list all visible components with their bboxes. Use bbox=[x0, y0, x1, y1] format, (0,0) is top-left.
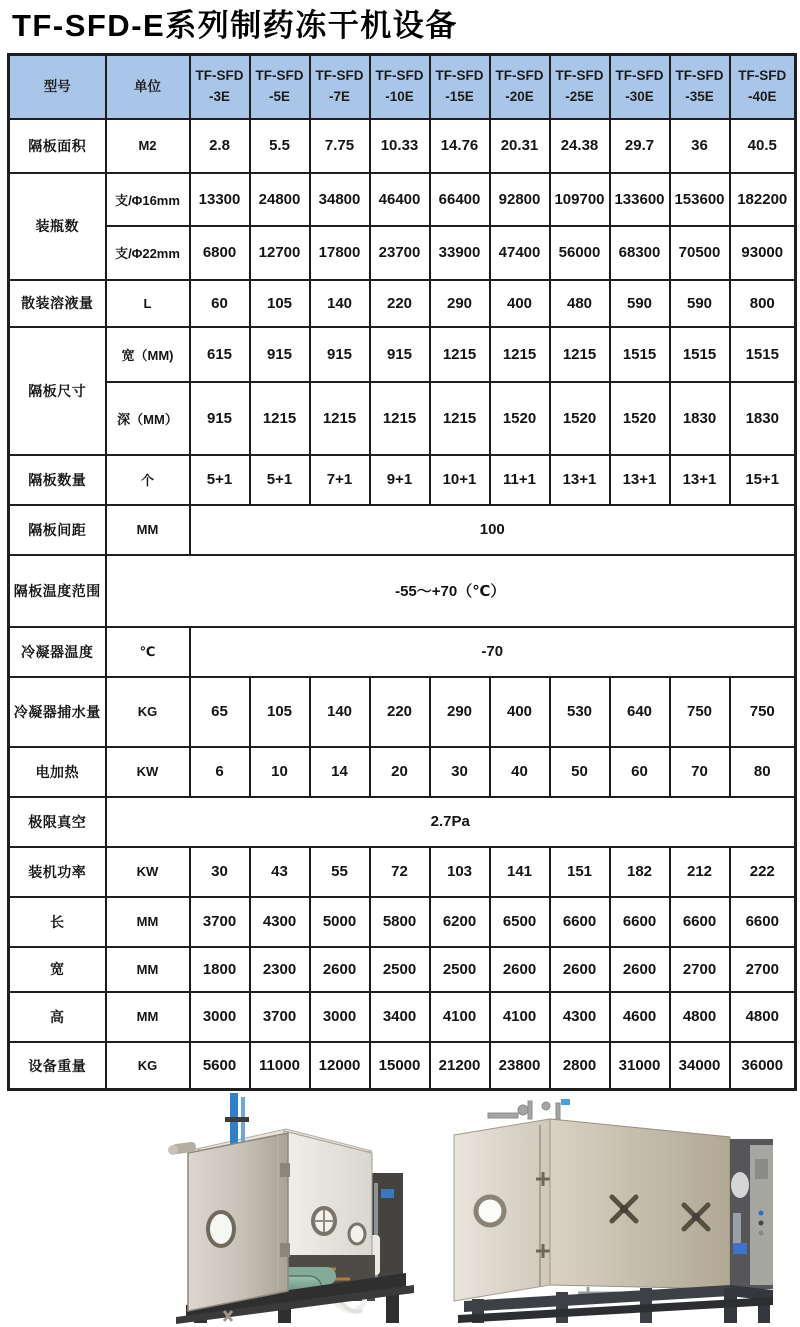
model-suffix: -10E bbox=[385, 89, 414, 105]
header-row bbox=[9, 55, 796, 119]
cell: 13+1 bbox=[670, 455, 730, 505]
cell: 70500 bbox=[670, 226, 730, 280]
model-name: TF-SFD bbox=[375, 68, 424, 84]
table-row bbox=[9, 847, 796, 897]
merged-cell: -55～+70（℃） bbox=[106, 555, 796, 627]
cell: 6600 bbox=[550, 897, 610, 947]
cell: 220 bbox=[370, 677, 430, 747]
unit-cell: 支/Φ16mm bbox=[106, 173, 190, 226]
unit-cell: L bbox=[106, 280, 190, 327]
cell: 4100 bbox=[490, 992, 550, 1042]
cell: 153600 bbox=[670, 173, 730, 226]
cell: 1515 bbox=[730, 327, 796, 382]
model-suffix: -5E bbox=[268, 89, 290, 105]
cell: 140 bbox=[310, 280, 370, 327]
spec-table bbox=[7, 53, 797, 1091]
cell: 2300 bbox=[250, 947, 310, 992]
unit-cell: 个 bbox=[106, 455, 190, 505]
row-label: 装机功率 bbox=[9, 847, 106, 897]
cell: 5+1 bbox=[190, 455, 250, 505]
model-name: TF-SFD bbox=[675, 68, 724, 84]
unit-cell: 支/Φ22mm bbox=[106, 226, 190, 280]
model-name: TF-SFD bbox=[195, 68, 244, 84]
cell: 34000 bbox=[670, 1042, 730, 1090]
model-name: TF-SFD bbox=[738, 68, 787, 84]
cell: 915 bbox=[250, 327, 310, 382]
table-row bbox=[9, 677, 796, 747]
cell: 109700 bbox=[550, 173, 610, 226]
unit-cell: 深（MM） bbox=[106, 382, 190, 455]
cell: 915 bbox=[310, 327, 370, 382]
cell: 24800 bbox=[250, 173, 310, 226]
row-label: 隔板尺寸 bbox=[9, 327, 106, 455]
table-row bbox=[9, 173, 796, 226]
cell: 590 bbox=[670, 280, 730, 327]
cell: 10 bbox=[250, 747, 310, 797]
cell: 15+1 bbox=[730, 455, 796, 505]
cell: 400 bbox=[490, 677, 550, 747]
cell: 480 bbox=[550, 280, 610, 327]
cell: 6200 bbox=[430, 897, 490, 947]
cell: 2600 bbox=[490, 947, 550, 992]
unit-cell: MM bbox=[106, 947, 190, 992]
table-row bbox=[9, 1042, 796, 1090]
cell: 2600 bbox=[550, 947, 610, 992]
row-label: 隔板间距 bbox=[9, 505, 106, 555]
cell: 5800 bbox=[370, 897, 430, 947]
cell: 290 bbox=[430, 677, 490, 747]
row-label: 设备重量 bbox=[9, 1042, 106, 1090]
cell: 7+1 bbox=[310, 455, 370, 505]
unit-cell: MM bbox=[106, 505, 190, 555]
cell: 915 bbox=[370, 327, 430, 382]
cell: 2500 bbox=[430, 947, 490, 992]
cell: 4800 bbox=[730, 992, 796, 1042]
table-row bbox=[9, 505, 796, 555]
table-row bbox=[9, 119, 796, 173]
page-title: TF-SFD-E系列制药冻干机设备 bbox=[12, 8, 458, 43]
cell: 3000 bbox=[310, 992, 370, 1042]
cell: 6600 bbox=[670, 897, 730, 947]
model-suffix: -15E bbox=[445, 89, 474, 105]
cell: 1520 bbox=[610, 382, 670, 455]
model-suffix: -30E bbox=[625, 89, 654, 105]
model-name: TF-SFD bbox=[435, 68, 484, 84]
cell: 590 bbox=[610, 280, 670, 327]
cell: 105 bbox=[250, 677, 310, 747]
cell: 72 bbox=[370, 847, 430, 897]
cell: 60 bbox=[190, 280, 250, 327]
cell: 103 bbox=[430, 847, 490, 897]
cell: 6800 bbox=[190, 226, 250, 280]
cell: 2700 bbox=[670, 947, 730, 992]
model-name: TF-SFD bbox=[255, 68, 304, 84]
cell: 750 bbox=[670, 677, 730, 747]
cell: 141 bbox=[490, 847, 550, 897]
cell: 4600 bbox=[610, 992, 670, 1042]
cell: 5+1 bbox=[250, 455, 310, 505]
unit-cell: 宽（MM) bbox=[106, 327, 190, 382]
row-label: 装瓶数 bbox=[9, 173, 106, 280]
cell: 23700 bbox=[370, 226, 430, 280]
freeze-dryer-photo-right bbox=[428, 1093, 773, 1325]
unit-cell: KG bbox=[106, 677, 190, 747]
cell: 9+1 bbox=[370, 455, 430, 505]
cell: 7.75 bbox=[310, 119, 370, 173]
cell: 640 bbox=[610, 677, 670, 747]
cell: 6 bbox=[190, 747, 250, 797]
cell: 140 bbox=[310, 677, 370, 747]
model-suffix: -3E bbox=[208, 89, 230, 105]
cell: 2500 bbox=[370, 947, 430, 992]
cell: 2600 bbox=[610, 947, 670, 992]
cell: 3700 bbox=[190, 897, 250, 947]
model-suffix: -40E bbox=[747, 89, 777, 105]
model-suffix: -20E bbox=[505, 89, 534, 105]
cell: 55 bbox=[310, 847, 370, 897]
cell: 12000 bbox=[310, 1042, 370, 1090]
cell: 5000 bbox=[310, 897, 370, 947]
table-row bbox=[9, 992, 796, 1042]
table-row bbox=[9, 280, 796, 327]
cell: 530 bbox=[550, 677, 610, 747]
col-header bbox=[490, 55, 550, 119]
col-header bbox=[610, 55, 670, 119]
cell: 80 bbox=[730, 747, 796, 797]
cell: 4800 bbox=[670, 992, 730, 1042]
cell: 915 bbox=[190, 382, 250, 455]
cell: 750 bbox=[730, 677, 796, 747]
col-header-unit: 单位 bbox=[106, 55, 190, 119]
cell: 20 bbox=[370, 747, 430, 797]
cell: 182200 bbox=[730, 173, 796, 226]
cell: 4100 bbox=[430, 992, 490, 1042]
freeze-dryer-photo-left bbox=[118, 1093, 423, 1325]
cell: 30 bbox=[430, 747, 490, 797]
cell: 1830 bbox=[730, 382, 796, 455]
row-label: 高 bbox=[9, 992, 106, 1042]
cell: 11+1 bbox=[490, 455, 550, 505]
cell: 31000 bbox=[610, 1042, 670, 1090]
cell: 6500 bbox=[490, 897, 550, 947]
page bbox=[0, 4, 800, 1326]
row-label: 电加热 bbox=[9, 747, 106, 797]
cell: 21200 bbox=[430, 1042, 490, 1090]
table-row bbox=[9, 797, 796, 847]
cell: 12700 bbox=[250, 226, 310, 280]
merged-cell: 2.7Pa bbox=[106, 797, 796, 847]
cell: 60 bbox=[610, 747, 670, 797]
cell: 1520 bbox=[490, 382, 550, 455]
unit-cell: KW bbox=[106, 747, 190, 797]
cell: 6600 bbox=[730, 897, 796, 947]
cell: 6600 bbox=[610, 897, 670, 947]
cell: 1830 bbox=[670, 382, 730, 455]
model-name: TF-SFD bbox=[315, 68, 364, 84]
cell: 65 bbox=[190, 677, 250, 747]
model-suffix: -7E bbox=[328, 89, 350, 105]
cell: 212 bbox=[670, 847, 730, 897]
model-name: TF-SFD bbox=[615, 68, 664, 84]
table-row bbox=[9, 327, 796, 382]
cell: 36 bbox=[670, 119, 730, 173]
cell: 50 bbox=[550, 747, 610, 797]
table-row bbox=[9, 747, 796, 797]
cell: 1215 bbox=[550, 327, 610, 382]
cell: 36000 bbox=[730, 1042, 796, 1090]
row-label: 宽 bbox=[9, 947, 106, 992]
col-header-model: 型号 bbox=[9, 55, 106, 119]
cell: 13+1 bbox=[550, 455, 610, 505]
col-header bbox=[370, 55, 430, 119]
cell: 4300 bbox=[550, 992, 610, 1042]
cell: 13300 bbox=[190, 173, 250, 226]
col-header bbox=[190, 55, 250, 119]
row-label: 冷凝器捕水量 bbox=[9, 677, 106, 747]
cell: 46400 bbox=[370, 173, 430, 226]
cell: 105 bbox=[250, 280, 310, 327]
cell: 1215 bbox=[250, 382, 310, 455]
table-row bbox=[9, 897, 796, 947]
cell: 151 bbox=[550, 847, 610, 897]
cell: 40.5 bbox=[730, 119, 796, 173]
row-label: 隔板数量 bbox=[9, 455, 106, 505]
cell: 17800 bbox=[310, 226, 370, 280]
model-name: TF-SFD bbox=[555, 68, 604, 84]
cell: 68300 bbox=[610, 226, 670, 280]
merged-cell: -70 bbox=[190, 627, 796, 677]
cell: 40 bbox=[490, 747, 550, 797]
col-header bbox=[550, 55, 610, 119]
cell: 3700 bbox=[250, 992, 310, 1042]
cell: 1215 bbox=[370, 382, 430, 455]
row-label: 隔板温度范围 bbox=[9, 555, 106, 627]
cell: 2600 bbox=[310, 947, 370, 992]
cell: 1520 bbox=[550, 382, 610, 455]
cell: 34800 bbox=[310, 173, 370, 226]
cell: 1215 bbox=[430, 327, 490, 382]
cell: 29.7 bbox=[610, 119, 670, 173]
cell: 11000 bbox=[250, 1042, 310, 1090]
cell: 24.38 bbox=[550, 119, 610, 173]
unit-cell: KG bbox=[106, 1042, 190, 1090]
cell: 66400 bbox=[430, 173, 490, 226]
cell: 1215 bbox=[490, 327, 550, 382]
cell: 1215 bbox=[310, 382, 370, 455]
cell: 2.8 bbox=[190, 119, 250, 173]
cell: 10.33 bbox=[370, 119, 430, 173]
cell: 43 bbox=[250, 847, 310, 897]
table-row bbox=[9, 947, 796, 992]
table-row bbox=[9, 627, 796, 677]
unit-cell: MM bbox=[106, 897, 190, 947]
cell: 2700 bbox=[730, 947, 796, 992]
col-header bbox=[670, 55, 730, 119]
cell: 47400 bbox=[490, 226, 550, 280]
row-label: 长 bbox=[9, 897, 106, 947]
model-suffix: -25E bbox=[565, 89, 594, 105]
cell: 1515 bbox=[610, 327, 670, 382]
cell: 33900 bbox=[430, 226, 490, 280]
unit-cell: MM bbox=[106, 992, 190, 1042]
cell: 400 bbox=[490, 280, 550, 327]
table-row bbox=[9, 382, 796, 455]
col-header bbox=[250, 55, 310, 119]
row-label: 隔板面积 bbox=[9, 119, 106, 173]
cell: 1800 bbox=[190, 947, 250, 992]
cell: 222 bbox=[730, 847, 796, 897]
merged-cell: 100 bbox=[190, 505, 796, 555]
col-header bbox=[730, 55, 796, 119]
table-row bbox=[9, 226, 796, 280]
cell: 3400 bbox=[370, 992, 430, 1042]
cell: 290 bbox=[430, 280, 490, 327]
cell: 20.31 bbox=[490, 119, 550, 173]
model-name: TF-SFD bbox=[495, 68, 544, 84]
row-label: 冷凝器温度 bbox=[9, 627, 106, 677]
cell: 220 bbox=[370, 280, 430, 327]
cell: 5600 bbox=[190, 1042, 250, 1090]
cell: 3000 bbox=[190, 992, 250, 1042]
cell: 92800 bbox=[490, 173, 550, 226]
cell: 1515 bbox=[670, 327, 730, 382]
cell: 5.5 bbox=[250, 119, 310, 173]
unit-cell: ℃ bbox=[106, 627, 190, 677]
cell: 23800 bbox=[490, 1042, 550, 1090]
row-label: 散装溶液量 bbox=[9, 280, 106, 327]
cell: 182 bbox=[610, 847, 670, 897]
cell: 30 bbox=[190, 847, 250, 897]
cell: 2800 bbox=[550, 1042, 610, 1090]
cell: 14.76 bbox=[430, 119, 490, 173]
model-suffix: -35E bbox=[685, 89, 714, 105]
cell: 15000 bbox=[370, 1042, 430, 1090]
cell: 4300 bbox=[250, 897, 310, 947]
cell: 133600 bbox=[610, 173, 670, 226]
cell: 10+1 bbox=[430, 455, 490, 505]
cell: 93000 bbox=[730, 226, 796, 280]
table-row bbox=[9, 555, 796, 627]
cell: 13+1 bbox=[610, 455, 670, 505]
table-row bbox=[9, 455, 796, 505]
cell: 800 bbox=[730, 280, 796, 327]
product-photos bbox=[0, 1093, 800, 1327]
cell: 1215 bbox=[430, 382, 490, 455]
col-header bbox=[430, 55, 490, 119]
cell: 70 bbox=[670, 747, 730, 797]
row-label: 极限真空 bbox=[9, 797, 106, 847]
col-header bbox=[310, 55, 370, 119]
unit-cell: KW bbox=[106, 847, 190, 897]
cell: 14 bbox=[310, 747, 370, 797]
unit-cell: M2 bbox=[106, 119, 190, 173]
cell: 615 bbox=[190, 327, 250, 382]
cell: 56000 bbox=[550, 226, 610, 280]
